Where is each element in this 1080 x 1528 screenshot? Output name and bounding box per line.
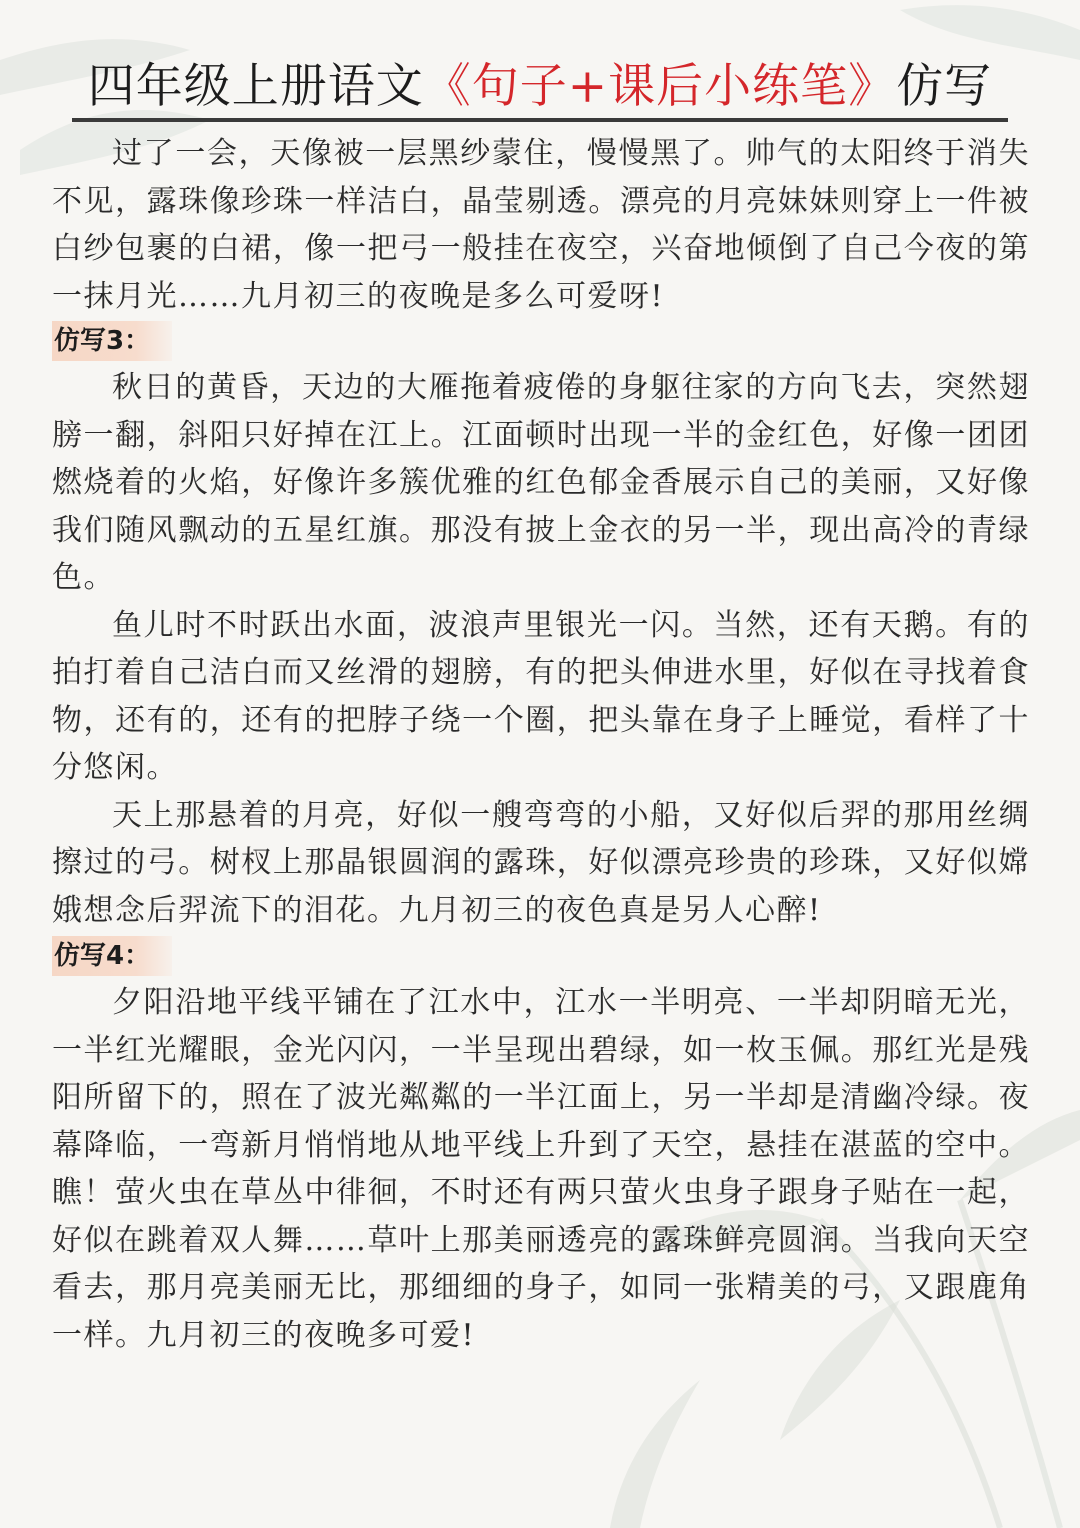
section3-paragraph: 秋日的黄昏，天边的大雁拖着疲倦的身躯往家的方向飞去，突然翅膀一翻，斜阳只好掉在江上。江面顿时出现一半的金红色，好像一团团燃烧着的火焰，好像许多簇优雅的红色郁金香展示自己的美丽，又好像我们随风飘动的五星红旗。那没有披上金衣的另一半，现出高冷的青绿色。 xyxy=(52,370,1030,595)
section3-paragraph: 鱼儿时不时跃出水面，波浪声里银光一闪。当然，还有天鹅。有的拍打着自己洁白而又丝滑的翅膀，有的把头伸进水里，好似在寻找着食物，还有的，还有的把脖子绕一个圈，把头靠在身子上睡觉，看样了十分悠闲。 xyxy=(52,607,1030,785)
section4-body xyxy=(52,979,1030,1359)
page-title xyxy=(0,52,1080,122)
intro-section xyxy=(52,130,1030,320)
title-underline xyxy=(72,118,1008,122)
section3-paragraph: 天上那悬着的月亮，好似一艘弯弯的小船，又好似后羿的那用丝绸擦过的弓。树杈上那晶银圆润的露珠，好似漂亮珍贵的珍珠，又好似嫦娥想念后羿流下的泪花。九月初三的夜色真是另人心醉! xyxy=(52,797,1030,928)
section3-label: 仿写3： xyxy=(52,321,172,361)
title-prefix: 四年级上册语文 xyxy=(87,59,424,114)
intro-paragraph: 过了一会，天像被一层黑纱蒙住，慢慢黑了。帅气的太阳终于消失不见，露珠像珍珠一样洁白，晶莹剔透。漂亮的月亮妹妹则穿上一件被白纱包裹的白裙，像一把弓一般挂在夜空，兴奋地倾倒了自己今夜的第一抹月光……九月初三的夜晚是多么可爱呀! xyxy=(52,136,1030,314)
section3-body xyxy=(52,364,1030,934)
title-suffix: 仿写 xyxy=(896,59,993,114)
section4-label: 仿写4： xyxy=(52,936,172,976)
title-highlight: 《句子+课后小练笔》 xyxy=(423,59,897,114)
section4-paragraph: 夕阳沿地平线平铺在了江水中，江水一半明亮、一半却阴暗无光，一半红光耀眼，金光闪闪，一半呈现出碧绿，如一枚玉佩。那红光是残阳所留下的，照在了波光粼粼的一半江面上，另一半却是清幽冷绿。夜幕降临，一弯新月悄悄地从地平线上升到了天空，悬挂在湛蓝的空中。瞧！萤火虫在草丛中徘徊，不时还有两只萤火虫身子跟身子贴在一起，好似在跳着双人舞……草叶上那美丽透亮的露珠鲜亮圆润。当我向天空看去，那月亮美丽无比，那细细的身子，如同一张精美的弓，又跟鹿角一样。九月初三的夜晚多可爱! xyxy=(52,985,1030,1353)
